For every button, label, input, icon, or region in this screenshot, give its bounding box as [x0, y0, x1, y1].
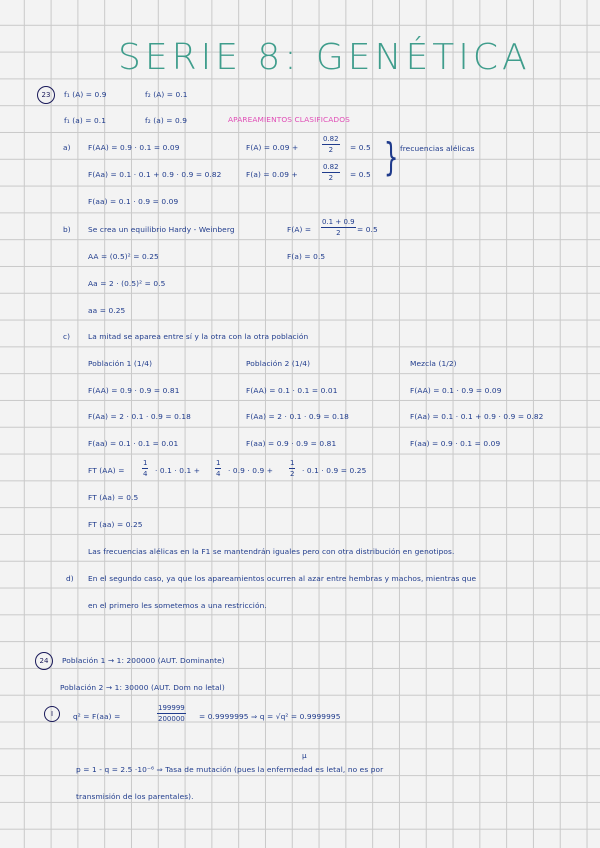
q2-denominator: 200000	[158, 715, 185, 723]
a-F-A-numerator: 0.82	[323, 135, 339, 143]
exercise-number-badge-24: 24	[35, 652, 53, 670]
ft-fraction-1	[142, 460, 148, 478]
given-f1-A: f₁ (A) = 0.9	[64, 90, 107, 99]
poblacion-2-heading: Población 2 (1/4)	[246, 359, 311, 368]
p2-F-AA: F(AA) = 0.1 · 0.1 = 0.01	[246, 386, 338, 395]
ft-aa: FT (aa) = 0.25	[88, 520, 143, 529]
ft-AA-term-2: · 0.9 · 0.9 +	[228, 466, 274, 475]
a-F-A-prefix: F(A) = 0.09 +	[246, 143, 299, 152]
p-line-2: transmisión de los parentales).	[76, 792, 194, 801]
ft-fraction-2-denominator: 4	[216, 470, 221, 478]
b-AA: AA = (0.5)² = 0.25	[88, 252, 159, 261]
a-F-A-fraction	[322, 136, 340, 154]
ft-AA-prefix: FT (AA) =	[88, 466, 125, 475]
ft-fraction-2-numerator: 1	[216, 459, 221, 467]
a-F-Aa: F(Aa) = 0.1 · 0.1 + 0.9 · 0.9 = 0.82	[88, 170, 222, 179]
a-F-aa: F(aa) = 0.1 · 0.9 = 0.09	[88, 197, 179, 206]
p2-F-aa: F(aa) = 0.9 · 0.9 = 0.81	[246, 439, 337, 448]
a-F-a-denominator: 2	[328, 174, 334, 182]
part-d-label: d)	[66, 574, 74, 583]
ft-fraction-2	[215, 460, 221, 478]
b-F-A-fraction	[321, 219, 356, 237]
page-title: SERIE 8: GENÉTICA	[118, 37, 531, 78]
b-statement: Se crea un equilibrio Hardy - Weinberg	[88, 225, 235, 234]
poblacion-1-heading: Población 1 (1/4)	[88, 359, 153, 368]
ex24-poblacion-1: Población 1 → 1: 200000 (AUT. Dominante)	[62, 656, 225, 665]
d-text-line-2: en el primero les sometemos a una restricción.	[88, 601, 267, 610]
exercise-number-badge: 23	[37, 86, 55, 104]
c-statement: La mitad se aparea entre sí y la otra con la otra población	[88, 332, 309, 341]
a-F-a-numerator: 0.82	[323, 163, 339, 171]
part-a-label: a)	[63, 143, 71, 152]
mezcla-heading: Mezcla (1/2)	[410, 359, 457, 368]
ft-Aa: FT (Aa) = 0.5	[88, 493, 139, 502]
a-F-A-denominator: 2	[328, 146, 334, 154]
b-F-A-denominator: 2	[336, 229, 341, 237]
ft-fraction-3-denominator: 2	[290, 470, 295, 478]
p1-F-aa: F(aa) = 0.1 · 0.1 = 0.01	[88, 439, 179, 448]
mezcla-F-Aa: F(Aa) = 0.1 · 0.1 + 0.9 · 0.9 = 0.82	[410, 412, 544, 421]
d-text-line-1: En el segundo caso, ya que los apareamientos ocurren al azar entre hembras y machos, mientras que	[88, 574, 477, 583]
given-f2-a: f₂ (a) = 0.9	[145, 116, 188, 125]
q2-prefix: q² = F(aa) =	[73, 712, 121, 721]
given-f2-A: f₂ (A) = 0.1	[145, 90, 188, 99]
b-F-a: F(a) = 0.5	[287, 252, 326, 261]
part-c-label: c)	[63, 332, 71, 341]
a-F-A-result: = 0.5	[350, 143, 371, 152]
a-F-a-result: = 0.5	[350, 170, 371, 179]
ft-fraction-3-numerator: 1	[290, 459, 295, 467]
p1-F-Aa: F(Aa) = 2 · 0.1 · 0.9 = 0.18	[88, 412, 191, 421]
mezcla-F-AA: F(AA) = 0.1 · 0.9 = 0.09	[410, 386, 502, 395]
given-f1-a: f₁ (a) = 0.1	[64, 116, 107, 125]
p-line: p = 1 - q = 2.5 ·10⁻⁶ ⇒ Tasa de mutación (pues la enfermedad es letal, no es por	[76, 765, 384, 774]
b-Aa: Aa = 2 · (0.5)² = 0.5	[88, 279, 166, 288]
q2-result: = 0.9999995 ⇒ q = √q² = 0.9999995	[199, 712, 341, 721]
b-F-A-result: = 0.5	[357, 225, 378, 234]
ft-AA-term-1: · 0.1 · 0.1 +	[155, 466, 201, 475]
c-conclusion: Las frecuencias alélicas en la F1 se mantendrán iguales pero con otra distribución en genotipos.	[88, 547, 455, 556]
a-F-a-fraction	[322, 164, 340, 182]
p1-F-AA: F(AA) = 0.9 · 0.9 = 0.81	[88, 386, 180, 395]
a-F-AA: F(AA) = 0.9 · 0.1 = 0.09	[88, 143, 180, 152]
ex24-poblacion-2: Población 2 → 1: 30000 (AUT. Dom no letal)	[60, 683, 225, 692]
ft-fraction-3	[289, 460, 295, 478]
mezcla-F-aa: F(aa) = 0.9 · 0.1 = 0.09	[410, 439, 501, 448]
part-I-badge: I	[44, 706, 60, 722]
ft-fraction-1-numerator: 1	[143, 459, 148, 467]
q2-numerator: 199999	[158, 704, 185, 712]
mu-symbol: μ	[302, 751, 307, 760]
curly-brace-icon: }	[383, 135, 399, 179]
apareamientos-heading: APAREAMIENTOS CLASIFICADOS	[228, 115, 350, 124]
b-F-A-numerator: 0.1 + 0.9	[322, 218, 355, 226]
q2-fraction	[157, 705, 186, 723]
ft-AA-result: · 0.1 · 0.9 = 0.25	[302, 466, 367, 475]
p2-F-Aa: F(Aa) = 2 · 0.1 · 0.9 = 0.18	[246, 412, 349, 421]
frecuencias-alelicas-note: frecuencias alélicas	[400, 144, 475, 153]
ft-fraction-1-denominator: 4	[143, 470, 148, 478]
b-aa: aa = 0.25	[88, 306, 126, 315]
b-F-A-prefix: F(A) =	[287, 225, 312, 234]
a-F-a-prefix: F(a) = 0.09 +	[246, 170, 298, 179]
part-b-label: b)	[63, 225, 71, 234]
